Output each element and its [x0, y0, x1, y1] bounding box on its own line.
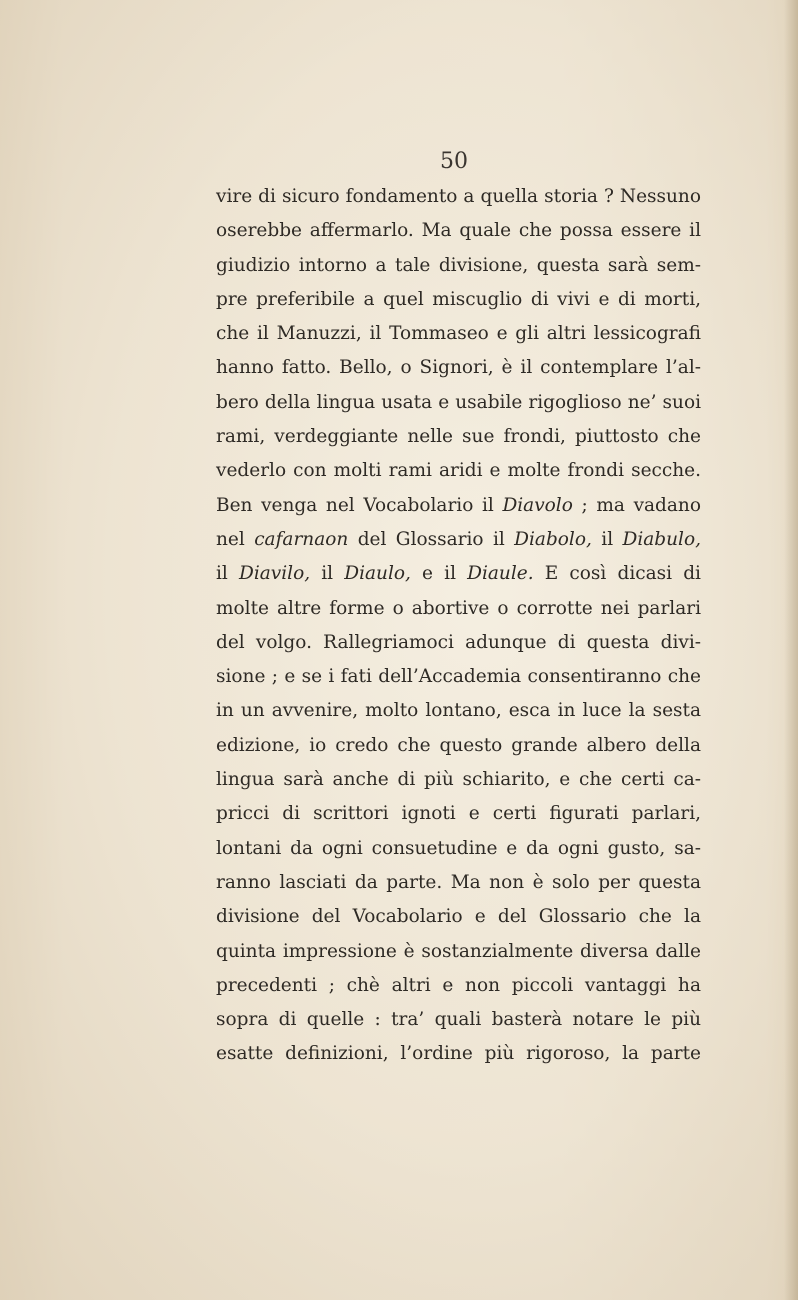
page-number: 50	[440, 149, 468, 174]
text-line	[216, 489, 701, 523]
text-line	[216, 935, 701, 969]
text-segment: il	[216, 563, 239, 585]
text-line	[216, 900, 701, 934]
text-line	[216, 1037, 701, 1071]
text-line	[216, 351, 701, 385]
text-segment: del volgo. Rallegriamoci adunque di questa divi-	[216, 631, 701, 653]
text-segment: esatte definizioni, l’ordine più rigoroso, la parte	[216, 1043, 701, 1065]
text-segment: precedenti ; chè altri e non piccoli vantaggi ha	[216, 974, 701, 996]
text-segment: Ben venga nel Vocabolario il	[216, 494, 503, 516]
text-segment: bero della lingua usata e usabile rigoglioso ne’ suoi	[216, 391, 701, 413]
text-segment: edizione, io credo che questo grande albero della	[216, 734, 701, 756]
text-segment: e il	[410, 563, 468, 585]
text-line	[216, 763, 701, 797]
text-line	[216, 420, 701, 454]
italic-word: Diavilo,	[239, 563, 311, 585]
text-line	[216, 729, 701, 763]
text-line	[216, 454, 701, 488]
italic-word: Diabulo,	[622, 528, 701, 550]
italic-word: Diaulo,	[344, 563, 411, 585]
text-segment: il	[310, 563, 345, 585]
text-segment: vederlo con molti rami aridi e molte frondi secche.	[216, 460, 701, 482]
text-line	[216, 249, 701, 283]
text-segment: ; ma vadano	[572, 494, 701, 516]
italic-word: Diaule.	[467, 563, 534, 585]
page-edge-shadow	[784, 0, 798, 1300]
text-segment: sione ; e se i fati dell’Accademia consentiranno che	[216, 666, 701, 688]
text-segment: E così dicasi di	[533, 563, 701, 585]
text-line	[216, 557, 701, 591]
text-segment: quinta impressione è sostanzialmente diversa dalle	[216, 940, 701, 962]
text-line	[216, 523, 701, 557]
text-segment: del Glossario il	[348, 528, 515, 550]
text-segment: pre preferibile a quel miscuglio di vivi e di morti,	[216, 288, 701, 310]
text-line	[216, 1003, 701, 1037]
text-line	[216, 317, 701, 351]
body-text	[216, 180, 701, 1072]
italic-word: Diabolo,	[514, 528, 592, 550]
text-line	[216, 180, 701, 214]
text-line	[216, 866, 701, 900]
text-line	[216, 214, 701, 248]
text-line	[216, 660, 701, 694]
text-segment: lingua sarà anche di più schiarito, e che certi ca-	[216, 769, 701, 791]
text-segment: il	[591, 528, 623, 550]
text-line	[216, 626, 701, 660]
text-line	[216, 283, 701, 317]
text-line	[216, 386, 701, 420]
text-segment: ranno lasciati da parte. Ma non è solo per questa	[216, 871, 701, 893]
text-line	[216, 969, 701, 1003]
text-segment: lontani da ogni consuetudine e da ogni gusto, sa-	[216, 837, 701, 859]
italic-word: cafarnaon	[254, 528, 349, 550]
text-line	[216, 592, 701, 626]
text-segment: in un avvenire, molto lontano, esca in luce la sesta	[216, 700, 701, 722]
text-segment: molte altre forme o abortive o corrotte nei parlari	[216, 597, 701, 619]
text-segment: sopra di quelle : tra’ quali basterà notare le più	[216, 1009, 701, 1031]
text-line	[216, 832, 701, 866]
text-segment: divisione del Vocabolario e del Glossario che la	[216, 906, 701, 928]
text-segment: hanno fatto. Bello, o Signori, è il contemplare l’al-	[216, 357, 701, 379]
text-segment: nel	[216, 528, 255, 550]
text-segment: che il Manuzzi, il Tommaseo e gli altri lessicografi	[216, 323, 701, 345]
italic-word: Diavolo	[502, 494, 573, 516]
text-line	[216, 694, 701, 728]
text-segment: rami, verdeggiante nelle sue frondi, piuttosto che	[216, 426, 701, 448]
text-segment: oserebbe affermarlo. Ma quale che possa essere il	[216, 220, 701, 242]
text-segment: vire di sicuro fondamento a quella storia ? Nessuno	[216, 186, 701, 207]
text-line	[216, 797, 701, 831]
text-segment: pricci di scrittori ignoti e certi figurati parlari,	[216, 803, 701, 825]
text-segment: giudizio intorno a tale divisione, questa sarà sem-	[216, 254, 701, 276]
